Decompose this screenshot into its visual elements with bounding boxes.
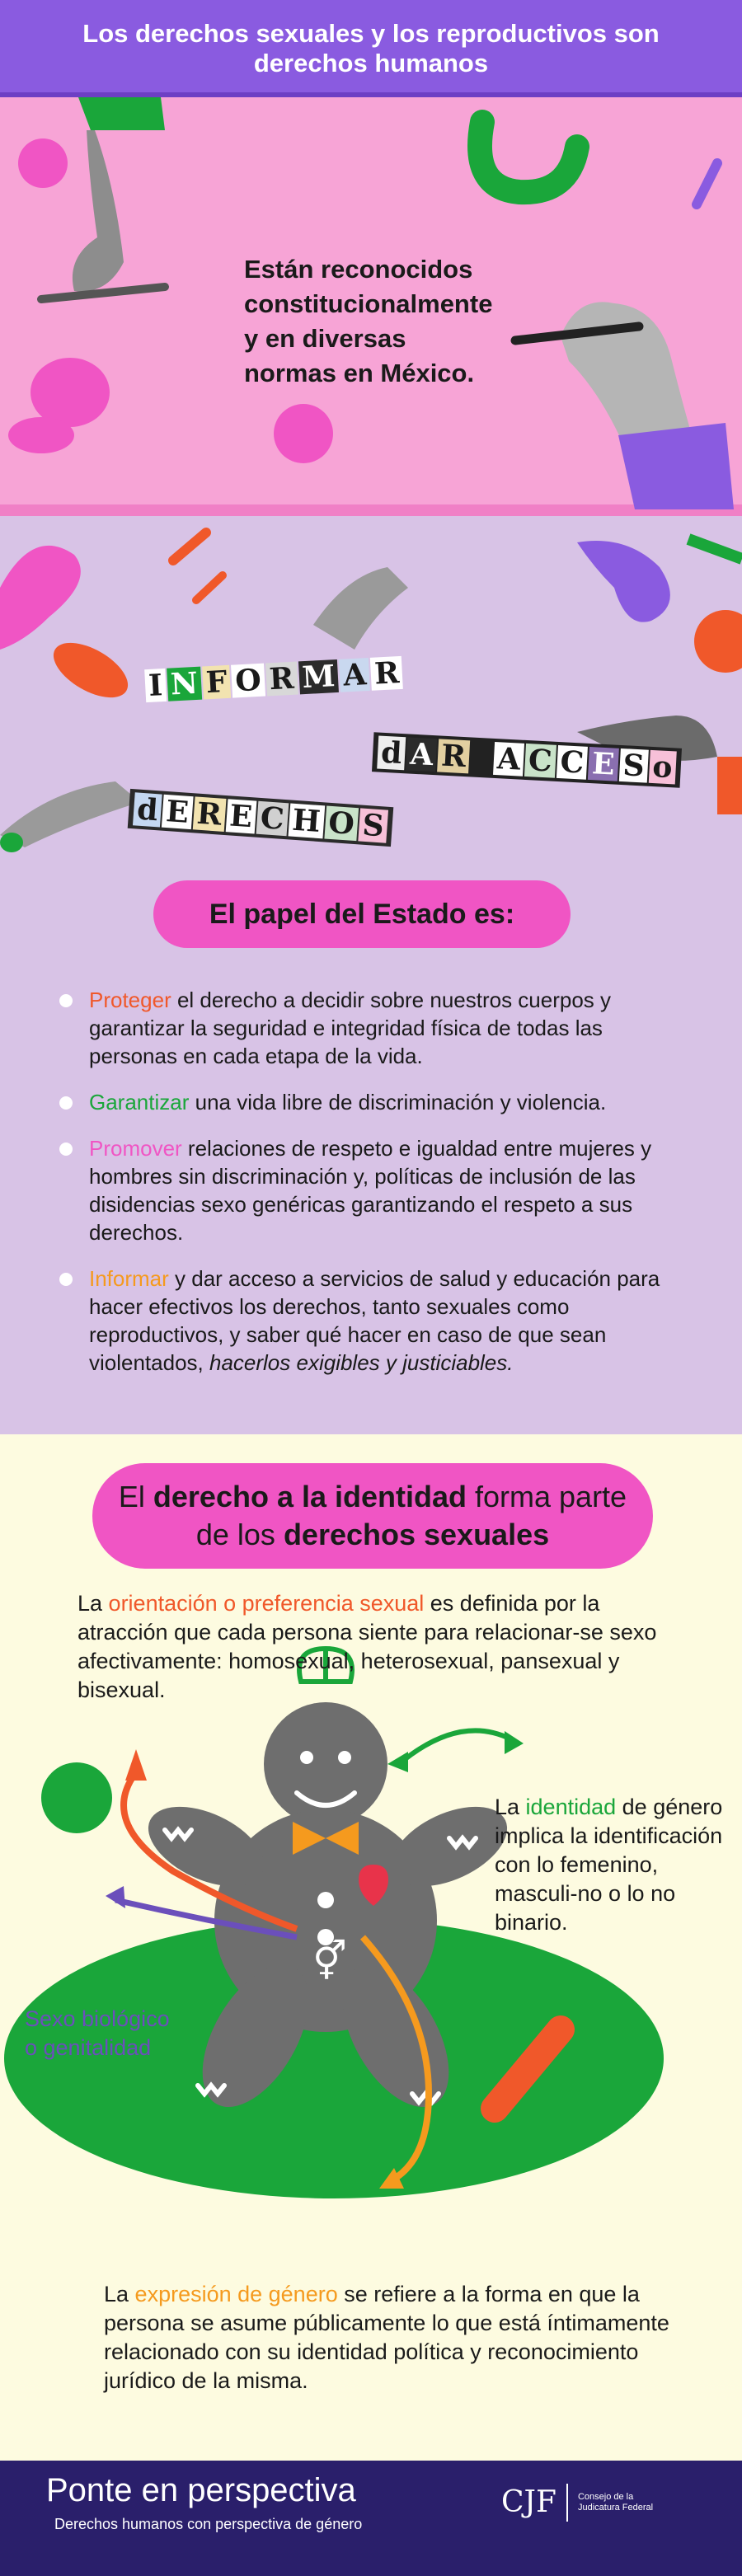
- logo-org-name: Consejo de la Judicatura Federal: [577, 2492, 654, 2513]
- identity-arrow: [404, 1730, 511, 1760]
- title-line2-pre: de los: [195, 1518, 284, 1551]
- word-derechos: d E R E C H O S: [128, 789, 394, 847]
- biological-sex-label: Sexo biológico o genitalidad: [25, 2006, 170, 2060]
- orange-shape-left: [45, 631, 137, 708]
- magenta-swoosh: [0, 546, 81, 650]
- title-mid: forma parte: [467, 1480, 627, 1513]
- footer-brand: Ponte en perspectiva: [46, 2472, 356, 2508]
- title-bold2: derechos sexuales: [283, 1518, 550, 1551]
- list-item: [59, 1088, 669, 1116]
- expression-pre: La: [104, 2282, 135, 2306]
- orientation-keyword: orientación o preferencia sexual: [108, 1591, 425, 1616]
- state-role-title: El papel del Estado es:: [153, 880, 571, 948]
- green-sleeve-left: [0, 833, 23, 852]
- bullet-icon: [59, 994, 73, 1007]
- green-u-shape: [480, 122, 577, 192]
- orientation-pre: La: [77, 1591, 109, 1616]
- identity-title: [92, 1463, 653, 1569]
- list-item: [59, 1265, 669, 1377]
- magenta-dot-left: [18, 138, 68, 188]
- logo-divider: [566, 2484, 568, 2522]
- gender-identity-paragraph: [495, 1793, 726, 1937]
- item-text: una vida libre de discriminación y violencia.: [189, 1090, 607, 1114]
- item-keyword: Informar: [89, 1266, 169, 1291]
- magenta-blob-left: [31, 358, 110, 427]
- identity-keyword: identidad: [525, 1795, 617, 1819]
- identity-text: de género implica la identificación con lo femenino, masculi-no o lo no binario.: [495, 1795, 723, 1935]
- word-dar-acceso: d A R _ A C C E S o: [372, 732, 682, 787]
- purple-sleeve-shape: [618, 423, 734, 509]
- bullet-icon: [59, 1143, 73, 1156]
- identity-title-line1: [119, 1478, 627, 1516]
- pen-left-icon: [41, 287, 165, 299]
- identity-title-line2: [196, 1516, 549, 1554]
- header-banner: [0, 0, 742, 97]
- identity-pre: La: [495, 1795, 526, 1819]
- section-divider: [0, 509, 742, 516]
- page-title: Los derechos sexuales y los reproductivos son derechos humanos: [82, 19, 660, 77]
- expression-text: se refiere a la forma en que la persona se asume públicamente lo que está íntimamente relacionado con su identidad política y reconocimiento jurídico de la misma.: [104, 2282, 669, 2393]
- word-informar: I N F O R M A R: [144, 656, 403, 702]
- item-keyword: Proteger: [89, 988, 171, 1012]
- green-sleeve-shape: [78, 97, 165, 130]
- item-keyword: Garantizar: [89, 1090, 190, 1114]
- item-keyword: Promover: [89, 1136, 182, 1161]
- gender-symbol-icon: ⚥: [312, 1939, 347, 1983]
- hand-left-icon: [73, 130, 124, 292]
- bullet-icon: [59, 1096, 73, 1110]
- expression-paragraph: [104, 2280, 681, 2395]
- title-bold1: derecho a la identidad: [153, 1480, 467, 1513]
- orientation-paragraph: [77, 1589, 679, 1705]
- magenta-dot-mid: [274, 404, 333, 463]
- list-item: [59, 1134, 669, 1246]
- logo-mark: CJF: [501, 2485, 556, 2519]
- green-bar-right: [688, 539, 742, 559]
- footer: [0, 2461, 742, 2576]
- orange-dot-right: [694, 610, 742, 673]
- purple-dash-shape: [697, 163, 717, 204]
- purple-blob-right: [577, 541, 670, 622]
- cjf-logo: [501, 2484, 677, 2522]
- bullet-icon: [59, 1273, 73, 1286]
- state-role-list: [59, 986, 669, 1395]
- recognition-statement: Están reconocidos constitucionalmente y en diversas normas en México.: [244, 255, 493, 387]
- list-item: [59, 986, 669, 1070]
- green-dot-left: [41, 1762, 112, 1833]
- footer-tagline: Derechos humanos con perspectiva de género: [54, 2516, 363, 2532]
- orange-dash-left: [173, 533, 206, 561]
- item-text: relaciones de respeto e igualdad entre mujeres y hombres sin discriminación y, políticas de inclusión de las disidencias sexo genéricas garantizando el respeto a sus derechos.: [89, 1136, 652, 1245]
- recognition-section: [0, 97, 742, 509]
- hand-top-icon: [313, 567, 408, 650]
- expression-keyword: expresión de género: [134, 2282, 338, 2306]
- orientation-text: es definida por la atracción que cada persona siente para relacionar-se sexo afectivamente: homosexual, heterosexual, pansexual y bisexual.: [77, 1591, 657, 1702]
- item-text: el derecho a decidir sobre nuestros cuerpos y garantizar la seguridad e integridad física de todas las personas en cada etapa de la vida.: [89, 988, 612, 1068]
- item-text: y dar acceso a servicios de salud y educación para hacer efectivos los derechos, tanto sexuales como reproductivos, y saber qué hacer en caso de que sean violentados,: [89, 1266, 660, 1375]
- title-pre: El: [118, 1480, 153, 1513]
- item-text-italic: hacerlos exigibles y justiciables.: [209, 1350, 514, 1375]
